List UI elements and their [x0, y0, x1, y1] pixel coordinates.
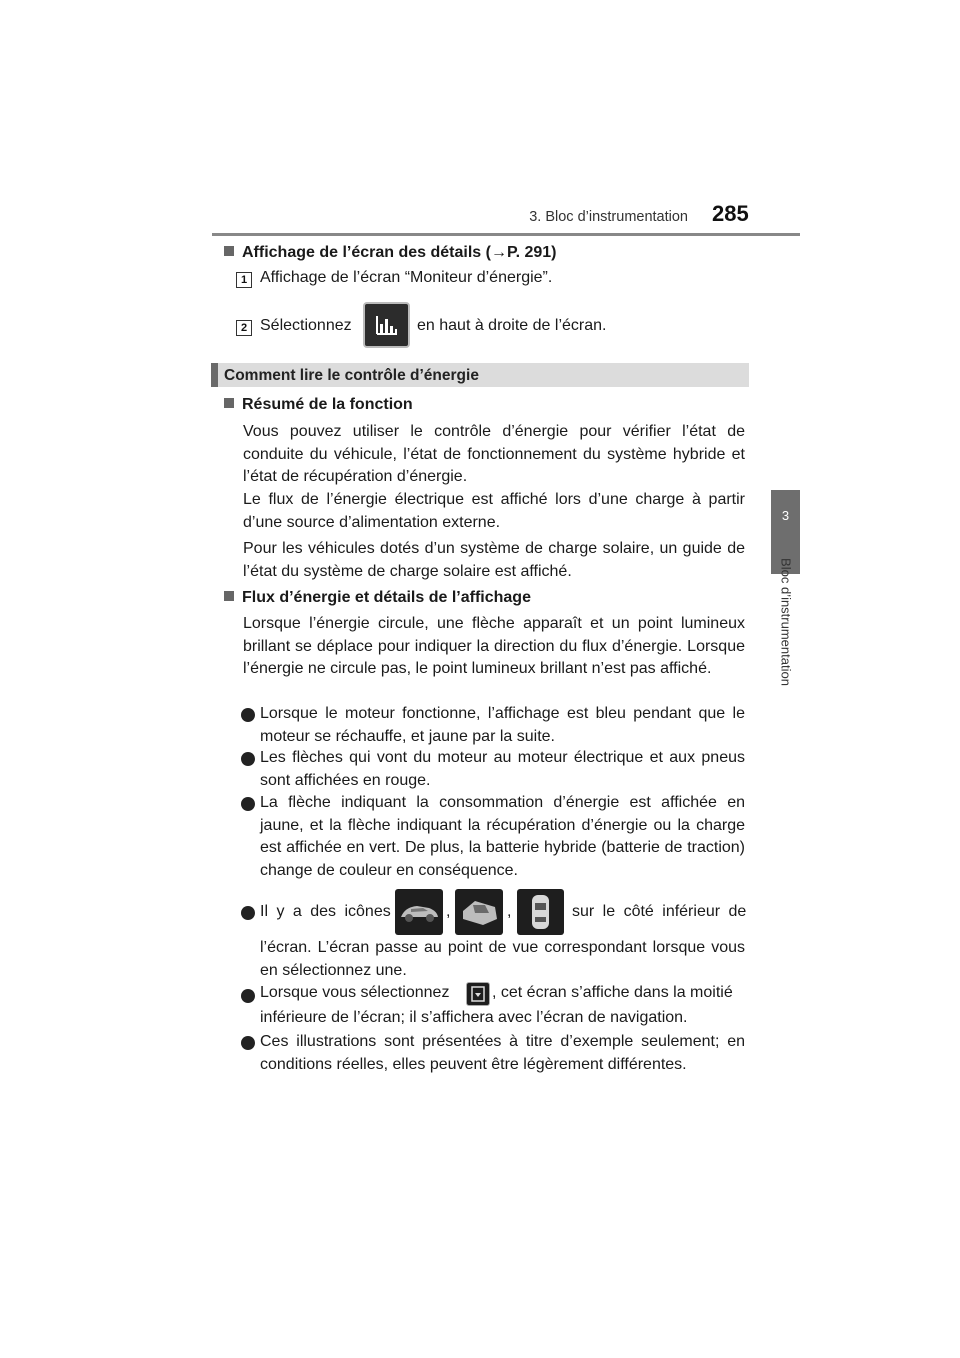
split-screen-glyph — [467, 983, 489, 1005]
page-number: 285 — [712, 201, 749, 226]
flow-heading: Flux d’énergie et détails de l’affichage — [224, 589, 531, 607]
step-number-2: 2 — [236, 320, 252, 336]
chapter-title: 3. Bloc d’instrumentation — [529, 209, 688, 225]
select-bullet-prefix: Lorsque vous sélectionnez — [260, 984, 450, 1001]
icons-bullet-continuation: l’écran. L’écran passe au point de vue correspondant lorsque vous en sélectionnez une. — [260, 939, 745, 979]
section-title: Comment lire le contrôle d’énergie — [224, 367, 479, 384]
summary-paragraph-1: Vous pouvez utiliser le contrôle d’énergie pour vérifier l’état de conduite du véhicule, l’état de fonctionnement du système hybride et l’état de récupération d’énergie. — [243, 423, 745, 485]
select-bullet-suffix: , cet écran s’affiche dans la moitié — [492, 984, 733, 1001]
car-top-view-icon[interactable] — [517, 889, 564, 935]
flow-intro: Lorsque l’énergie circule, une flèche apparaît et un point lumineux brillant se déplace pour indiquer la direction du flux d’énergie. Lorsque l’énergie ne circule pas, le point lumineux brillant n’est pas affiché. — [243, 615, 745, 677]
square-bullet-icon — [224, 398, 234, 408]
flow-bullet-last: Ces illustrations sont présentées à titre d’exemple seulement; en conditions réelles, elles peuvent être légèrement différentes. — [260, 1033, 745, 1073]
bullet-dot — [241, 708, 255, 722]
summary-heading: Résumé de la fonction — [224, 396, 413, 414]
icons-bullet-suffix: sur le côté inférieur de — [572, 903, 747, 920]
step-number-1: 1 — [236, 272, 252, 288]
side-tab-label: Bloc d’instrumentation — [778, 558, 794, 686]
bar-chart-icon[interactable] — [363, 302, 410, 348]
icons-bullet-prefix: Il y a des icônes — [260, 903, 391, 920]
header-rule — [212, 233, 800, 236]
square-bullet-icon — [224, 591, 234, 601]
icons-sep-1: , — [446, 903, 451, 920]
icons-sep-2: , — [507, 903, 512, 920]
step-1-text: Affichage de l’écran “Moniteur d’énergie”. — [260, 269, 553, 286]
select-bullet-continuation: inférieure de l’écran; il s’affichera avec l’écran de navigation. — [260, 1009, 688, 1026]
bullet-dot — [241, 797, 255, 811]
summary-paragraph-2: Le flux de l’énergie électrique est affiché lors d’une charge à partir d’une source d’alimentation externe. — [243, 491, 745, 531]
car-perspective-glyph — [455, 889, 503, 935]
step-2-text-after: en haut à droite de l’écran. — [417, 317, 607, 334]
bullet-dot — [241, 752, 255, 766]
flow-bullet-2: Les flèches qui vont du moteur au moteur électrique et aux pneus sont affichées en rouge. — [260, 749, 745, 789]
car-perspective-view-icon[interactable] — [455, 889, 503, 935]
side-tab-number: 3 — [781, 508, 790, 523]
split-screen-icon[interactable] — [466, 982, 490, 1006]
bullet-dot — [241, 906, 255, 920]
details-heading: Affichage de l’écran des détails (→P. 291) — [224, 244, 557, 262]
step-2-text-before: Sélectionnez — [260, 317, 352, 334]
section-bar-accent — [211, 363, 218, 387]
square-bullet-icon — [224, 246, 234, 256]
bullet-dot — [241, 989, 255, 1003]
car-side-glyph — [395, 889, 443, 935]
summary-paragraph-3: Pour les véhicules dotés d’un système de charge solaire, un guide de l’état du système de charge solaire est affiché. — [243, 540, 745, 580]
car-side-view-icon[interactable] — [395, 889, 443, 935]
flow-bullet-1: Lorsque le moteur fonctionne, l’affichage est bleu pendant que le moteur se réchauffe, et jaune par la suite. — [260, 705, 745, 745]
flow-bullet-3: La flèche indiquant la consommation d’énergie est affichée en jaune, et la flèche indiquant la récupération d’énergie ou la charge est affichée en vert. De plus, la batterie hybride (batterie de traction) change de couleur en conséquence. — [260, 794, 745, 879]
car-top-glyph — [517, 889, 564, 935]
bar-chart-glyph — [365, 304, 408, 346]
bullet-dot — [241, 1036, 255, 1050]
